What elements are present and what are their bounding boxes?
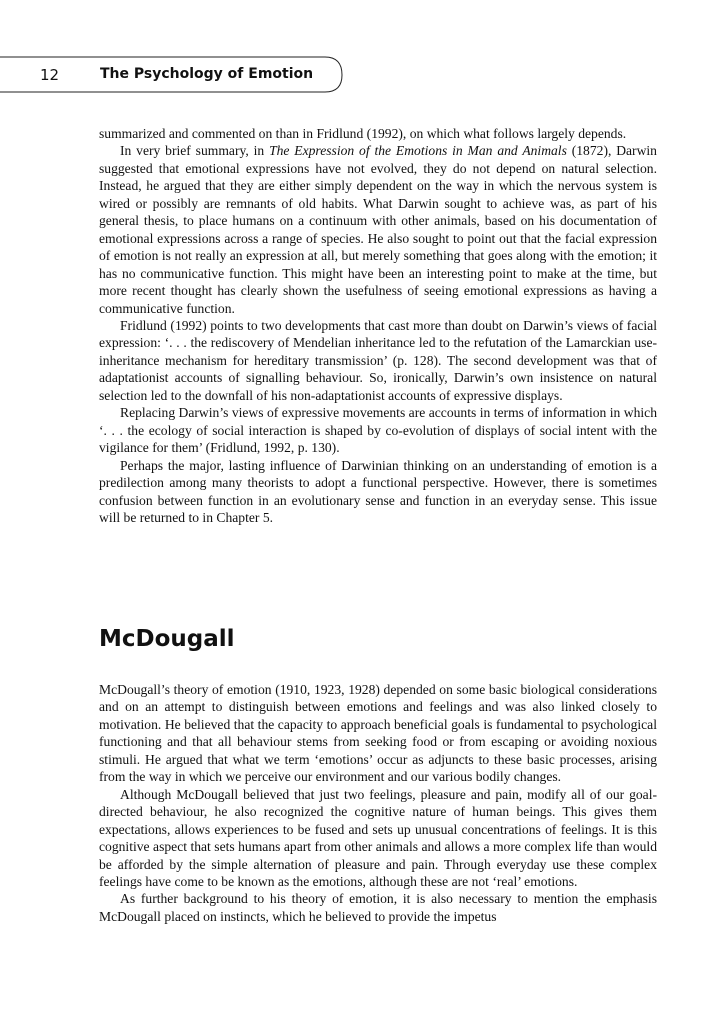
body-text-block-1 xyxy=(99,125,657,526)
running-title: The Psychology of Emotion xyxy=(100,66,314,82)
body-text-block-2 xyxy=(99,681,657,925)
paragraph: McDougall’s theory of emotion (1910, 1923, 1928) depended on some basic biological considerations and on an attempt to distinguish between emotions and feelings and was also linked closely to motivation. He believed that the capacity to approach beneficial goals is fundamental to psychological functioning and that all behaviour stems from seeking food or from escaping or avoiding noxious stimuli. He argued that what we term ‘emotions’ occur as adjuncts to these basic processes, arising from the way in which we perceive our environment and our various bodily changes. xyxy=(99,682,657,785)
running-header xyxy=(0,0,716,100)
page-number: 12 xyxy=(40,66,60,84)
paragraph: summarized and commented on than in Fridlund (1992), on which what follows largely depends. xyxy=(99,126,627,141)
header-tab-outline xyxy=(0,0,716,100)
paragraph: As further background to his theory of emotion, it is also necessary to mention the emphasis McDougall placed on instincts, which he believed to provide the impetus xyxy=(99,891,657,924)
paragraph: In very brief summary, in The Expression of the Emotions in Man and Animals (1872), Darwin suggested that emotional expressions have not evolved, they do not depend on natural selection. Instead, he argued that they are either simply dependent on the way in which the nervous system is wired or possibly are remnants of old habits. What Darwin sought to achieve was, as part of his general thesis, to place humans on a continuum with other animals, based on his documentation of emotional expressions across a range of species. He also sought to point out that the facial expression of emotion is not really an expression at all, but merely something that goes along with the emotion; it has no communicative function. This might have been an interesting point to make at the time, but more recent thought has clearly shown the usefulness of seeing emotional expressions as having a communicative function. xyxy=(99,143,657,316)
paragraph: Fridlund (1992) points to two developments that cast more than doubt on Darwin’s views of facial expression: ‘. . . the rediscovery of Mendelian inheritance led to the refutation of the Lamarckian use-inheritance mechanism for hereditary transmission’ (p. 128). The second development was that of adaptationist accounts of signalling behaviour. So, ironically, Darwin’s own insistence on natural selection led to the downfall of his non-adaptationist accounts of expressive displays. xyxy=(99,317,657,403)
section-heading: McDougall xyxy=(99,626,235,652)
paragraph: Replacing Darwin’s views of expressive movements are accounts in terms of information in which ‘. . . the ecology of social interaction is shaped by co-evolution of displays of social intent with the vigilance for them’ (Fridlund, 1992, p. 130). xyxy=(99,405,657,456)
paragraph: Perhaps the major, lasting influence of Darwinian thinking on an understanding of emotion is a predilection among many theorists to adopt a functional perspective. However, there is sometimes confusion between function in an evolutionary sense and function in an everyday sense. This issue will be returned to in Chapter 5. xyxy=(99,457,657,525)
book-title: The Expression of the Emotions in Man and Animals xyxy=(269,143,567,159)
paragraph: Although McDougall believed that just two feelings, pleasure and pain, modify all of our goal-directed behaviour, he also recognized the cognitive nature of human beings. This gives them expectations, allows experiences to be fused and sets up unusual concentrations of feelings. It is this cognitive aspect that sets humans apart from other animals and allows a more complex life than would be afforded by the simple alternation of pleasure and pain. Through everyday use these complex feelings have come to be known as the emotions, although these are not ‘real’ emotions. xyxy=(99,786,657,889)
